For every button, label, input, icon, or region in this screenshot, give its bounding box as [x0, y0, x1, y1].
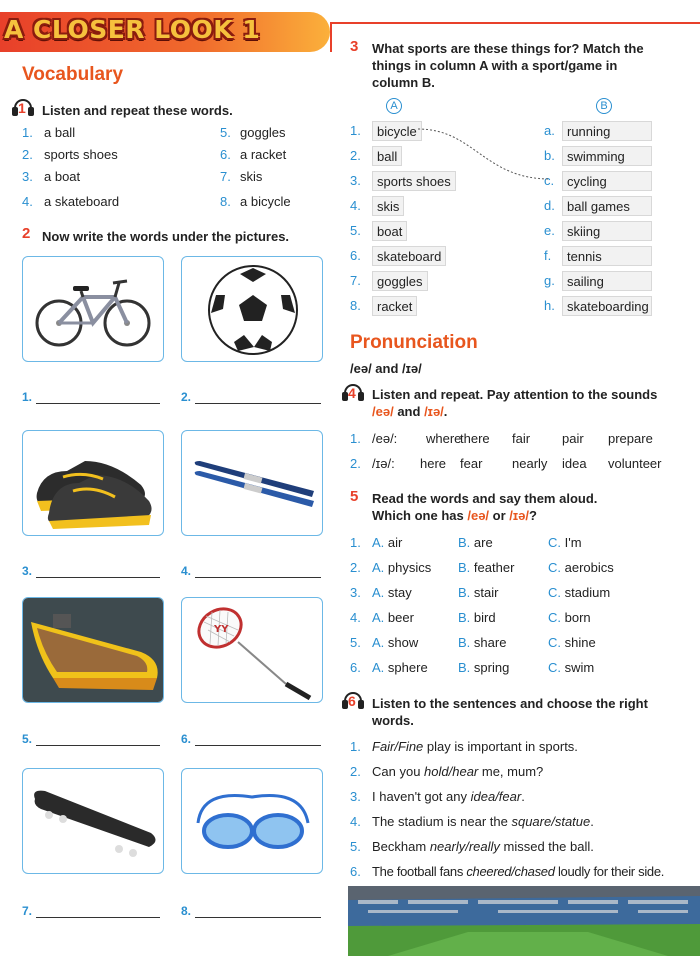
- match-box-a[interactable]: racket: [372, 296, 417, 316]
- exercise-4-instruction: Listen and repeat. Pay attention to the sounds /eə/ and /ɪə/.: [372, 387, 658, 419]
- option-a[interactable]: A. physics: [372, 560, 432, 575]
- option-a[interactable]: A. stay: [372, 585, 412, 600]
- sentence: The football fans cheered/chased loudly for their side.: [372, 864, 665, 879]
- picture-racket: [181, 597, 323, 703]
- choice-row: [350, 635, 670, 660]
- picture-goggles: [181, 768, 323, 874]
- word-choice[interactable]: square/statue: [511, 814, 591, 829]
- option-c[interactable]: C. aerobics: [548, 560, 614, 575]
- headphones-icon: [12, 97, 34, 117]
- item-letter: d.: [544, 198, 555, 213]
- answer-number: 1.: [22, 390, 33, 404]
- item-letter: h.: [544, 298, 555, 313]
- option-a[interactable]: A. show: [372, 635, 419, 650]
- list-item: 1. a ball: [22, 125, 76, 140]
- match-box-b[interactable]: tennis: [562, 246, 652, 266]
- sound-symbol: /eə/:: [372, 431, 398, 446]
- answer-line-6[interactable]: [195, 745, 321, 746]
- pronunciation-word: fair: [512, 431, 531, 446]
- answer-number: 3.: [22, 564, 33, 578]
- item-number: 1.: [350, 535, 361, 550]
- word-choice[interactable]: cheered/chased: [466, 864, 555, 879]
- pronunciation-title: Pronunciation: [350, 332, 478, 353]
- option-b[interactable]: B. feather: [458, 560, 515, 575]
- picture-boat: [22, 597, 164, 703]
- svg-text:YY: YY: [214, 624, 229, 635]
- list-item: 3. a boat: [22, 169, 81, 184]
- exercise-3-number: 3: [350, 38, 359, 55]
- pronunciation-word: prepare: [608, 431, 653, 446]
- item-letter: a.: [544, 123, 555, 138]
- choice-row: [350, 660, 670, 685]
- sentence: Beckham nearly/really missed the ball.: [372, 839, 594, 854]
- pronunciation-sounds: /eə/ and /ɪə/: [350, 361, 422, 376]
- match-box-a[interactable]: skateboard: [372, 246, 446, 266]
- exercise-1-number: 1: [18, 100, 26, 116]
- football-icon: [182, 257, 323, 362]
- match-box-a[interactable]: skis: [372, 196, 404, 216]
- item-number: 5.: [350, 635, 361, 650]
- word-choice[interactable]: idea/fear: [470, 789, 522, 804]
- answer-line-2[interactable]: [195, 403, 321, 404]
- exercise-6-rows: [350, 739, 690, 889]
- item-letter: c.: [544, 173, 555, 188]
- sentence-row: [350, 789, 690, 814]
- match-box-b[interactable]: running: [562, 121, 652, 141]
- exercise-4-number: 4: [348, 385, 356, 401]
- picture-skis: [181, 430, 323, 536]
- boat-icon: [23, 598, 164, 703]
- match-item-b[interactable]: [544, 268, 652, 293]
- list-item: 7. skis: [220, 169, 263, 184]
- pronunciation-word: here: [420, 456, 447, 471]
- answer-number: 5.: [22, 732, 33, 746]
- page-title: A CLOSER LOOK 1: [4, 15, 261, 44]
- item-letter: b.: [544, 148, 555, 163]
- match-item-a[interactable]: [350, 193, 456, 218]
- pronunciation-word: fear: [460, 456, 483, 471]
- match-box-a[interactable]: boat: [372, 221, 407, 241]
- choice-row: [350, 585, 670, 610]
- pronunciation-word: there: [460, 431, 490, 446]
- stadium-photo: [348, 886, 700, 956]
- item-number: 5.: [350, 223, 361, 238]
- exercise-5-instruction: Read the words and say them aloud. Which one has /eə/ or /ɪə/?: [372, 491, 598, 523]
- pronunciation-row: [350, 456, 670, 481]
- item-number: 6.: [350, 248, 361, 263]
- match-box-b[interactable]: skateboarding: [562, 296, 652, 316]
- column-divider: [330, 22, 332, 52]
- item-number: 3.: [350, 585, 361, 600]
- answer-line-4[interactable]: [195, 577, 321, 578]
- answer-number: 8.: [181, 904, 192, 918]
- header-rule: [330, 22, 700, 24]
- answer-line-8[interactable]: [195, 917, 321, 918]
- match-item-b[interactable]: [544, 168, 652, 193]
- headphones-icon: [342, 382, 364, 402]
- option-c[interactable]: C. I'm: [548, 535, 582, 550]
- sports-shoes-icon: [23, 431, 164, 536]
- answer-number: 6.: [181, 732, 192, 746]
- exercise-5-number: 5: [350, 488, 359, 505]
- match-box-b[interactable]: sailing: [562, 271, 652, 291]
- option-c[interactable]: C. stadium: [548, 585, 611, 600]
- item-number: 3.: [350, 789, 361, 804]
- item-number: 1.: [350, 431, 361, 446]
- option-b[interactable]: B. stair: [458, 585, 499, 600]
- item-number: 3.: [350, 173, 361, 188]
- match-item-b[interactable]: [544, 193, 652, 218]
- match-box-b[interactable]: skiing: [562, 221, 652, 241]
- headphones-icon: [342, 690, 364, 710]
- pronunciation-word: volunteer: [608, 456, 662, 471]
- bicycle-icon: [23, 257, 164, 362]
- item-number: 5.: [350, 839, 361, 854]
- word-list-left: [22, 125, 202, 216]
- exercise-5-rows: [350, 535, 670, 685]
- option-c[interactable]: C. born: [548, 610, 591, 625]
- picture-bicycle: [22, 256, 164, 362]
- goggles-icon: [182, 769, 323, 874]
- picture-skateboard: [22, 768, 164, 874]
- racket-icon: [182, 598, 323, 703]
- skis-icon: [182, 431, 323, 536]
- pronunciation-word: nearly: [512, 456, 548, 471]
- exercise-6-instruction: Listen to the sentences and choose the right words.: [372, 696, 648, 728]
- list-item: 4. a skateboard: [22, 194, 120, 209]
- item-letter: f.: [544, 248, 552, 263]
- sentence: The stadium is near the square/statue.: [372, 814, 594, 829]
- item-letter: e.: [544, 223, 555, 238]
- item-number: 4.: [350, 198, 361, 213]
- item-number: 1.: [350, 123, 361, 138]
- exercise-3-instruction: What sports are these things for? Match the things in column A with a sport/game in column B.: [372, 41, 644, 90]
- match-box-b[interactable]: cycling: [562, 171, 652, 191]
- column-b-label: B: [596, 98, 612, 114]
- word-list-right: [220, 125, 340, 216]
- option-a[interactable]: A. beer: [372, 610, 414, 625]
- sentence: Can you hold/hear me, mum?: [372, 764, 544, 779]
- word-choice[interactable]: hold/hear: [424, 764, 479, 779]
- match-box-a[interactable]: bicycle: [372, 121, 422, 141]
- vocabulary-title: Vocabulary: [22, 64, 124, 85]
- match-item-a[interactable]: [350, 293, 456, 318]
- column-a-label: A: [386, 98, 402, 114]
- match-item-b[interactable]: [544, 243, 652, 268]
- sentence: Fair/Fine play is important in sports.: [372, 739, 578, 754]
- option-b[interactable]: B. bird: [458, 610, 496, 625]
- match-box-b[interactable]: ball games: [562, 196, 652, 216]
- choice-row: [350, 535, 670, 560]
- choice-row: [350, 610, 670, 635]
- match-item-b[interactable]: [544, 218, 652, 243]
- item-number: 8.: [350, 298, 361, 313]
- picture-sports-shoes: [22, 430, 164, 536]
- column-b-list: [544, 118, 652, 318]
- answer-number: 4.: [181, 564, 192, 578]
- option-b[interactable]: B. spring: [458, 660, 510, 675]
- sentence-row: [350, 814, 690, 839]
- option-a[interactable]: A. air: [372, 535, 403, 550]
- item-number: 4.: [350, 814, 361, 829]
- pronunciation-row: [350, 431, 670, 456]
- list-item: 2. sports shoes: [22, 147, 118, 162]
- exercise-4-rows: [350, 431, 670, 481]
- match-example-line: [414, 125, 554, 185]
- option-c[interactable]: C. swim: [548, 660, 595, 675]
- item-number: 2.: [350, 764, 361, 779]
- exercise-1-instruction: Listen and repeat these words.: [42, 103, 233, 118]
- option-c[interactable]: C. shine: [548, 635, 596, 650]
- item-number: 4.: [350, 610, 361, 625]
- pronunciation-word: pair: [562, 431, 584, 446]
- list-item: 5. goggles: [220, 125, 286, 140]
- match-item-a[interactable]: [350, 218, 456, 243]
- choice-row: [350, 560, 670, 585]
- item-number: 6.: [350, 864, 361, 879]
- match-box-a[interactable]: ball: [372, 146, 402, 166]
- pronunciation-word: idea: [562, 456, 587, 471]
- answer-line-1[interactable]: [36, 403, 160, 404]
- item-letter: g.: [544, 273, 555, 288]
- exercise-2-instruction: Now write the words under the pictures.: [42, 229, 290, 244]
- match-item-b[interactable]: [544, 143, 652, 168]
- answer-line-7[interactable]: [36, 917, 160, 918]
- picture-ball: [181, 256, 323, 362]
- list-item: 8. a bicycle: [220, 194, 291, 209]
- match-item-b[interactable]: [544, 293, 652, 318]
- sound-symbol: /ɪə/:: [372, 456, 395, 471]
- exercise-6-number: 6: [348, 693, 356, 709]
- pronunciation-word: where: [426, 431, 462, 446]
- answer-number: 2.: [181, 390, 192, 404]
- answer-line-5[interactable]: [36, 745, 160, 746]
- item-number: 2.: [350, 560, 361, 575]
- match-item-a[interactable]: [350, 268, 456, 293]
- option-a[interactable]: A. sphere: [372, 660, 428, 675]
- item-number: 2.: [350, 148, 361, 163]
- sentence-row: [350, 739, 690, 764]
- skateboard-icon: [23, 769, 164, 874]
- item-number: 2.: [350, 456, 361, 471]
- option-b[interactable]: B. share: [458, 635, 507, 650]
- match-box-a[interactable]: goggles: [372, 271, 428, 291]
- sentence-row: [350, 839, 690, 864]
- sentence-row: [350, 764, 690, 789]
- answer-number: 7.: [22, 904, 33, 918]
- list-item: 6. a racket: [220, 147, 287, 162]
- answer-line-3[interactable]: [36, 577, 160, 578]
- match-box-a[interactable]: sports shoes: [372, 171, 456, 191]
- exercise-2-number: 2: [22, 225, 31, 242]
- word-choice[interactable]: Fair/Fine: [372, 739, 424, 754]
- item-number: 6.: [350, 660, 361, 675]
- word-choice[interactable]: nearly/really: [429, 839, 500, 854]
- match-box-b[interactable]: swimming: [562, 146, 652, 166]
- match-item-a[interactable]: [350, 243, 456, 268]
- sentence: I haven't got any idea/fear.: [372, 789, 525, 804]
- item-number: 1.: [350, 739, 361, 754]
- option-b[interactable]: B. are: [458, 535, 493, 550]
- item-number: 7.: [350, 273, 361, 288]
- match-item-b[interactable]: [544, 118, 652, 143]
